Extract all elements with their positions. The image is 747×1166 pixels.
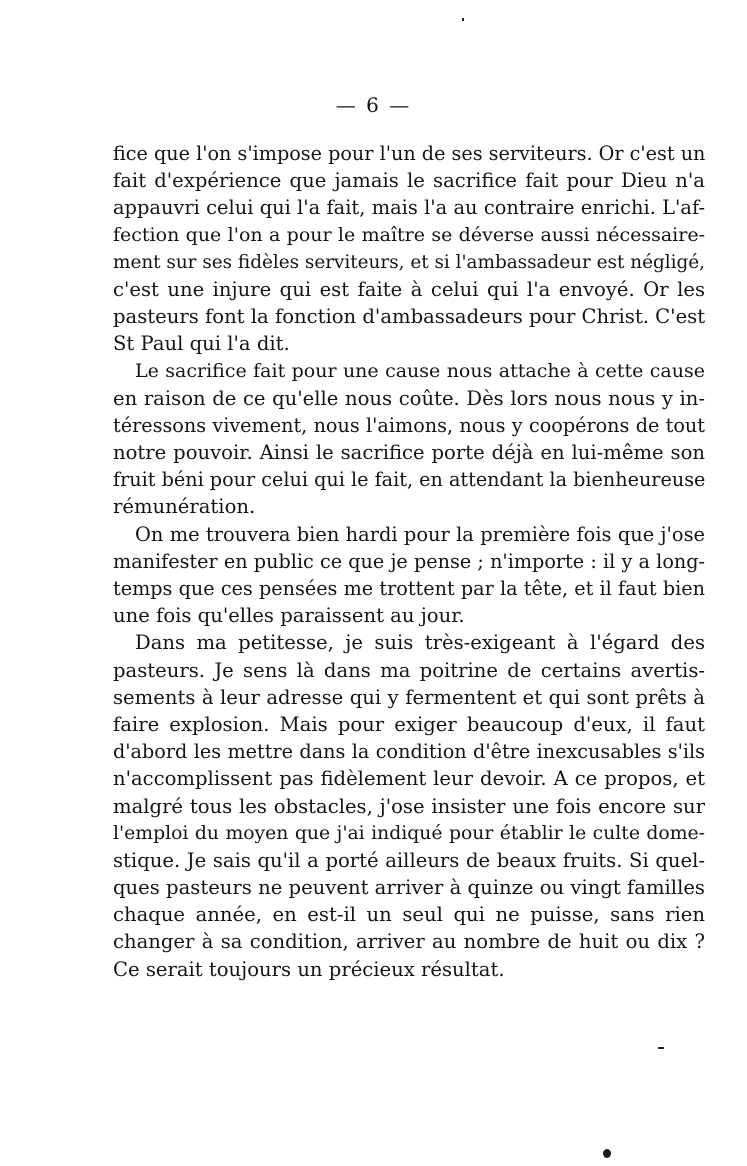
scan-mark (462, 18, 464, 21)
text-line: notre pouvoir. Ainsi le sacrifice porte déjà en lui-même son (113, 441, 705, 465)
text-line: téressons vivement, nous l'aimons, nous y coopérons de tout (113, 413, 705, 437)
text-line: manifester en public ce que je pense ; n'importe : il y a long- (113, 549, 705, 573)
text-line: pasteurs. Je sens là dans ma poitrine de certains avertis- (113, 658, 705, 682)
text-line: en raison de ce qu'elle nous coûte. Dès lors nous nous y in- (113, 386, 705, 410)
text-line: chaque année, en est-il un seul qui ne puisse, sans rien (113, 903, 705, 927)
text-line: fice que l'on s'impose pour l'un de ses serviteurs. Or c'est un (113, 142, 706, 165)
text-line: On me trouvera bien hardi pour la première fois que j'ose (135, 522, 705, 546)
text-line: fection que l'on a pour le maître se déverse aussi nécessaire- (113, 223, 705, 246)
page-number: — 6 — (335, 93, 412, 117)
text-line: Le sacrifice fait pour une cause nous attache à cette cause (135, 359, 705, 382)
paragraph-4 (113, 629, 705, 982)
text-line: ment sur ses fidèles serviteurs, et si l'ambassadeur est négligé, (113, 251, 705, 273)
text-line: fait d'expérience que jamais le sacrifice fait pour Dieu n'a (113, 169, 705, 193)
text-line: une fois qu'elles paraissent au jour. (113, 604, 465, 628)
text-line: rémunération. (113, 495, 256, 519)
body-text (113, 140, 705, 983)
text-line: St Paul qui l'a dit. (113, 332, 290, 356)
paragraph-3 (113, 521, 705, 630)
text-line: temps que ces pensées me trottent par la tête, et il faut bien (113, 577, 705, 600)
text-line: ques pasteurs ne peuvent arriver à quinze ou vingt familles (113, 876, 705, 900)
text-line: changer à sa condition, arriver au nombre de huit ou dix ? (113, 930, 705, 954)
text-line: c'est une injure qui est faite à celui qui l'a envoyé. Or les (113, 277, 705, 301)
text-line: Ce serait toujours un précieux résultat. (113, 957, 505, 981)
text-line: faire explosion. Mais pour exiger beaucoup d'eux, il faut (113, 712, 705, 736)
text-line: n'accomplissent pas fidèlement leur devoir. A ce propos, et (113, 767, 705, 791)
scan-mark (658, 1047, 664, 1049)
paragraph-2 (113, 358, 705, 521)
text-line: stique. Je sais qu'il a porté ailleurs de beaux fruits. Si quel- (113, 848, 705, 872)
text-line: Dans ma petitesse, je suis très-exigeant à l'égard des (135, 631, 705, 655)
scan-speck (603, 1149, 611, 1158)
text-line: appauvri celui qui l'a fait, mais l'a au contraire enrichi. L'af- (113, 196, 705, 220)
text-line: fruit béni pour celui qui le fait, en attendant la bienheureuse (113, 468, 706, 492)
text-line: malgré tous les obstacles, j'ose insister une fois encore sur (113, 794, 705, 818)
text-line: d'abord les mettre dans la condition d'être inexcusables s'ils (113, 740, 705, 764)
text-line: l'emploi du moyen que j'ai indiqué pour établir le culte dome- (113, 822, 705, 844)
paragraph-1 (113, 140, 705, 358)
text-line: sements à leur adresse qui y fermentent et qui sont prêts à (113, 685, 705, 709)
text-line: pasteurs font la fonction d'ambassadeurs pour Christ. C'est (113, 305, 706, 329)
